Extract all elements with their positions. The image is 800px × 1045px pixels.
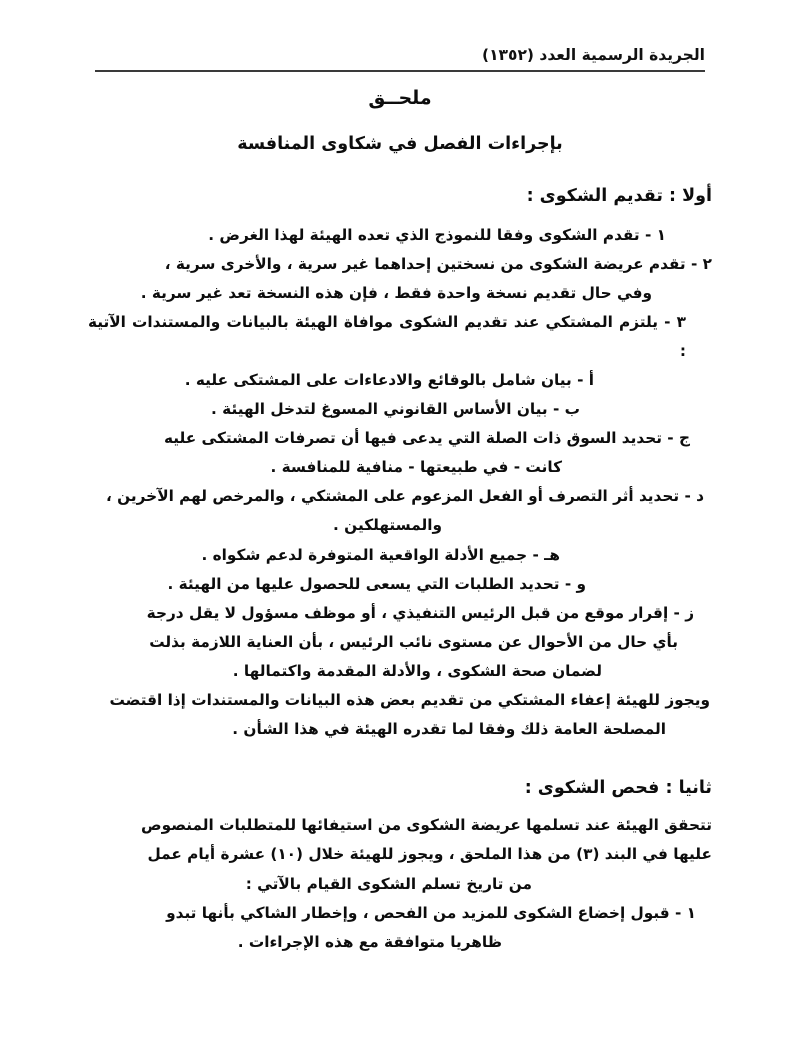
header-divider-rule bbox=[95, 70, 705, 72]
sublist-item-zain-line2: بأي حال من الأحوال عن مستوى نائب الرئيس ، بأن العناية اللازمة بذلت bbox=[149, 633, 678, 652]
gazette-issue-line: الجريدة الرسمية العدد (١٣٥٢) bbox=[481, 46, 705, 64]
sublist-item-waw: و - تحديد الطلبات التي يسعى للحصول عليها من الهيئة . bbox=[167, 574, 586, 593]
sublist-item-dal-line1: د - تحديد أثر التصرف أو الفعل المزعوم على المشتكي ، والمرخص لهم الآخرين ، bbox=[106, 487, 704, 506]
sublist-item-zain-line1: ز - إقرار موقع من قبل الرئيس التنفيذي ، أو موظف مسؤول لا يقل درجة bbox=[146, 603, 694, 622]
sublist-item-dal-line2: والمستهلكين . bbox=[333, 516, 442, 535]
list-item-2-1-line2: ظاهريا متوافقة مع هذه الإجراءات . bbox=[237, 932, 502, 951]
sublist-item-beh: ب - بيان الأساس القانوني المسوغ لتدخل الهيئة . bbox=[211, 399, 580, 418]
section-heading-second: ثانيا : فحص الشكوى : bbox=[524, 777, 712, 798]
sublist-item-zain-line3: لضمان صحة الشكوى ، والأدلة المقدمة واكتمالها . bbox=[232, 662, 602, 681]
list-item-2-1-line1: ١ - قبول إخضاع الشكوى للمزيد من الفحص ، وإخطار الشاكي بأنها تبدو bbox=[166, 903, 696, 922]
document-subtitle: بإجراءات الفصل في شكاوى المنافسة bbox=[237, 133, 563, 154]
section-gap-spacer bbox=[88, 745, 712, 755]
list-item-1-3: ٣ - يلتزم المشتكي عند تقديم الشكوى موافاة الهيئة بالبيانات والمستندات الآتية : bbox=[88, 313, 686, 360]
sublist-item-jeem-line2: كانت - في طبيعتها - منافية للمنافسة . bbox=[270, 458, 562, 477]
page-header bbox=[95, 46, 705, 72]
sublist-item-alef: أ - بيان شامل بالوقائع والادعاءات على المشتكى عليه . bbox=[184, 370, 594, 389]
list-item-1-2-line2: وفي حال تقديم نسخة واحدة فقط ، فإن هذه النسخة تعد غير سرية . bbox=[140, 284, 652, 303]
section-1-closing-line2: المصلحة العامة ذلك وفقا لما تقدره الهيئة في هذا الشأن . bbox=[232, 720, 666, 739]
section-2-intro-line1: تتحقق الهيئة عند تسلمها عريضة الشكوى من استيفائها للمتطلبات المنصوص bbox=[141, 816, 712, 835]
section-1-closing-line1: ويجوز للهيئة إعفاء المشتكي من تقديم بعض هذه البيانات والمستندات إذا اقتضت bbox=[109, 691, 710, 710]
list-item-1-1: ١ - تقدم الشكوى وفقا للنموذج الذي تعده الهيئة لهذا الغرض . bbox=[208, 226, 666, 245]
section-2-intro-line3: من تاريخ تسلم الشكوى القيام بالآتي : bbox=[245, 874, 532, 893]
document-title: ملحــق bbox=[368, 87, 432, 109]
sublist-item-heh: هـ - جميع الأدلة الواقعية المتوفرة لدعم شكواه . bbox=[201, 545, 560, 564]
document-body bbox=[88, 86, 712, 957]
list-item-1-2-line1: ٢ - تقدم عريضة الشكوى من نسختين إحداهما غير سرية ، والأخرى سرية ، bbox=[164, 255, 712, 274]
sublist-item-jeem-line1: ج - تحديد السوق ذات الصلة التي يدعى فيها أن تصرفات المشتكى عليه bbox=[163, 429, 690, 448]
section-heading-first: أولا : تقديم الشكوى : bbox=[526, 186, 712, 207]
section-2-intro-line2: عليها في البند (٣) من هذا الملحق ، ويجوز للهيئة خلال (١٠) عشرة أيام عمل bbox=[147, 845, 712, 864]
